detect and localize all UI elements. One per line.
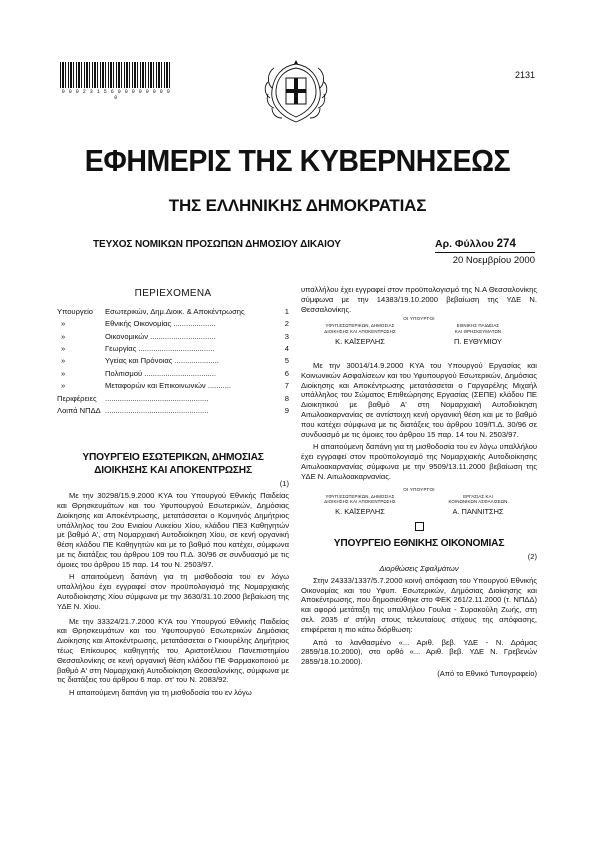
toc-ministry: »: [61, 368, 66, 378]
toc-title: ΠΕΡΙΕΧΟΜΕΝΑ: [134, 288, 212, 299]
correction-subheading: Διορθώσεις Σφαλμάτων: [379, 563, 459, 573]
section-separator-square: [415, 522, 424, 531]
toc-page: 5: [284, 356, 289, 366]
signatory-role: ΔΙΟΙΚΗΣΗΣ ΚΑΙ ΑΠΟΚΕΝΤΡΩΣΗΣ: [324, 328, 396, 334]
toc-section: Πολιτισμού ..................................: [105, 368, 217, 378]
toc-ministry: »: [61, 343, 66, 353]
sheet-label-text: Αρ. Φύλλου: [435, 238, 494, 250]
toc-page: 8: [284, 393, 289, 403]
signatory: [301, 494, 419, 518]
toc-section: .................................................: [105, 405, 209, 415]
toc-section: .................................................: [105, 393, 209, 403]
toc-page: 9: [284, 405, 289, 415]
signatory-role: ΥΦΥΠ.ΕΣΩΤΕΡΙΚΩΝ, ΔΗΜΟΣΙΑΣ: [325, 323, 395, 329]
signatory-role: ΕΘΝΙΚΗΣ ΠΑΙΔΕΙΑΣ: [456, 323, 500, 329]
toc-section: Εθνικής Οικονομίας ....................: [105, 319, 216, 329]
toc-page: 7: [284, 381, 289, 391]
toc-ministry: »: [61, 319, 66, 329]
decision-paragraph: Με την 33324/21.7.2000 ΚΥΑ του Υπουργού Εθνικής Παιδείας και Θρησκευμάτων και του Υφυπουργού Εσωτερικών Δημόσιας Διοίκησης και Αποκέντρωσης, μετατάσσεται ο Γκιουρέλης Δημήτριος τέως Επίκουρος καθηγητής του Αριστοτέλειου Πανεπιστημίου Θεσσαλονίκης σε κενή οργανική θέση κλάδου ΠΕ Φαρμακοποιού με βαθμό Α' στη Νομαρχιακή Αυτοδιοίκηση Θεσσαλονίκης, σύμφωνα με τις διατάξεις του άρθρου 6 παρ. στ' του Ν. 2083/92.: [57, 616, 289, 685]
toc-section: Μεταφορών και Επικοινωνιών ...........: [105, 381, 232, 391]
header-rule: [435, 252, 535, 253]
issue-type: ΤΕΥΧΟΣ ΝΟΜΙΚΩΝ ΠΡΟΣΩΠΩΝ ΔΗΜΟΣΙΟΥ ΔΙΚΑΙΟΥ: [93, 239, 341, 250]
signatory-role: ΔΙΟΙΚΗΣΗΣ ΚΑΙ ΑΠΟΚΕΝΤΡΩΣΗΣ: [324, 498, 396, 504]
toc-list: [57, 307, 289, 419]
sheet-number: 274: [496, 238, 516, 250]
signatory: [419, 323, 537, 347]
correction-paragraph: Στην 24333/1337/5.7.2000 κοινή απόφαση του Υπουργού Εθνικής Οικονομίας και του Υφυπ. Εσωτερικών, Δημόσιας Διοίκησης και Αποκέντρωσης, που δημοσιεύθηκε στο ΦΕΚ 261/2.11.2000 (τ. ΝΠΔΔ) και αφορά μετάταξη της υπαλλήλου Γουλια - Συρακούλη Ζωής, στη σελ. 2035 α' στήλη στους τελευταίους στίχους της απόφασης, επιφέρεται η πιο κάτω διόρθωση:: [301, 575, 537, 634]
signatory-name: Κ. ΚΑΪΣΕΡΛΗΣ: [335, 507, 385, 517]
decision-paragraph: Με την 30014/14.9.2000 ΚΥΑ του Υπουργού Εργασίας και Κοινωνικών Ασφαλίσεων και του Υφυπουργού Εσωτερικών, Δημόσιας Διοίκησης και Αποκέντρωσης μετατάσσεται ο Γαργαρέλης Μιχαήλ υπάλληλος του Σώματος Επιθεώρησης Εργασίας (ΣΕΠΕ) κλάδου ΠΕ Διοικητικού με βαθμό Α' στη Νομαρχιακή Αυτοδιοίκηση Αιτωλοακαρνανίας σε αντίστοιχη κενή οργανική θέση και με το βαθμό που κατέχει σύμφωνα με τις διατάξεις του άρθρου 109/Π.Δ. 30/96 σε συνδυασμό με τις όμοιες του άρθρου 15 παρ. 14 του Ν. 2503/97.: [301, 361, 537, 439]
decision-paragraph: Η απαιτούμενη δαπάνη για τη μισθοδοσία του εν λόγω υπαλλήλου έχει εγγραφεί στον προϋπολογισμό της Νομαρχιακής Αυτοδιοίκησης Χίου σύμφωνα με την 3630/31.10.2000 βεβαίωση της ΥΔΕ Ν. Χίου.: [57, 572, 289, 611]
toc-section: Γεωργίας ....................................: [105, 343, 215, 353]
greek-coat-of-arms-emblem: [262, 58, 330, 128]
signatures: [301, 494, 537, 518]
toc-ministry: Περιφέρειες: [57, 393, 97, 403]
correction-paragraph: Από το λανθασμένο «... Αριθ. βεβ. ΥΔΕ - Ν. Δράμας 2859/18.10.2000), στο ορθό «... Αριθ. βεβ. ΥΔΕ Ν. Γρεβενών 2859/18.10.2000).: [301, 637, 537, 667]
toc-row: [57, 307, 289, 319]
signatures-heading: ΟΙ ΥΠΟΥΡΓΟΙ: [403, 486, 435, 492]
toc-row: [57, 369, 289, 381]
toc-page: 1: [284, 306, 289, 316]
ministry-heading: ΥΠΟΥΡΓΕΙΟ ΕΘΝΙΚΗΣ ΟΙΚΟΝΟΜΙΑΣ: [333, 538, 505, 550]
signatory: [301, 323, 419, 347]
gazette-title: ΕΦΗΜΕΡΙΣ ΤΗΣ ΚΥΒΕΡΝΗΣΕΩΣ: [84, 143, 511, 178]
left-column: [57, 285, 289, 698]
barcode-number: 0 0 0 2 3 1 5 6 0 0 0 0 0 0 0 0 0: [61, 89, 171, 101]
signatory-name: Π. ΕΥΘΥΜΙΟΥ: [454, 337, 502, 347]
toc-row: [57, 356, 289, 368]
sheet-number-label: [435, 238, 516, 250]
toc-page: 3: [284, 331, 289, 341]
decision-paragraph: Με την 30298/15.9.2000 ΚΥΑ του Υπουργού Εθνικής Παιδείας και Θρησκευμάτων και του Υφυπουργού Εσωτερικών, Δημόσιας Διοίκησης και Αποκέντρωσης, μετατάσσεται ο Κομνηνός Δημήτριος υπάλληλος του 2ου Ενιαίου Λυκείου Χίου, κλάδου ΠΕ3 Καθηγητών με βαθμό Α', στη Νομαρχιακή Αυτοδιοίκηση Χίου, σε κενή οργανική θέση κλάδου ΠΕ Καθηγητών και με το βαθμό που κατέχει, σύμφωνα με τις διατάξεις του άρθρου 109 του Π.Δ. 30/96 σε συνδυασμό με τις όμοιες του άρθρου 15 παρ. 14 του Ν. 2503/97.: [57, 491, 289, 569]
signatory-role: ΚΑΙ ΘΡΗΣΚΕΥΜΑΤΩΝ: [454, 328, 502, 334]
signatory-name: Κ. ΚΑΪΣΕΡΛΗΣ: [335, 337, 385, 347]
toc-section: Υγείας και Πρόνοιας .....................: [105, 356, 219, 366]
toc-row: [57, 381, 289, 393]
item-number: (2): [527, 552, 537, 562]
signatory: [419, 494, 537, 518]
toc-row: [57, 344, 289, 356]
ministry-heading-line2: ΔΙΟΙΚΗΣΗΣ ΚΑΙ ΑΠΟΚΕΝΤΡΩΣΗΣ: [94, 465, 252, 477]
toc-section: Οικονομικών ...............................: [105, 331, 216, 341]
toc-row: [57, 406, 289, 418]
signatures-heading: ΟΙ ΥΠΟΥΡΓΟΙ: [403, 316, 435, 322]
toc-page: 2: [284, 319, 289, 329]
toc-row: [57, 394, 289, 406]
toc-row: [57, 332, 289, 344]
barcode: [60, 62, 172, 88]
signatory-role: ΥΦΥΠ.ΕΣΩΤΕΡΙΚΩΝ, ΔΗΜΟΣΙΑΣ: [325, 493, 395, 499]
signatory-name: Α. ΠΑΝΝΙΤΣΗΣ: [452, 507, 504, 517]
signatures: [301, 323, 537, 347]
signatory-role: ΕΡΓΑΣΙΑΣ ΚΑΙ: [463, 493, 493, 499]
page-number: 2131: [514, 70, 535, 80]
gazette-subtitle: ΤΗΣ ΕΛΛΗΝΙΚΗΣ ΔΗΜΟΚΡΑΤΙΑΣ: [168, 196, 427, 215]
decision-paragraph: Η απαιτούμενη δαπάνη για τη μισθοδοσία του εν λόγω: [69, 688, 252, 698]
toc-page: 6: [284, 368, 289, 378]
toc-ministry: Υπουργείο: [57, 306, 93, 316]
toc-ministry: Λοιπά ΝΠΔΔ: [57, 405, 101, 415]
right-column: [301, 285, 537, 679]
toc-ministry: »: [61, 381, 66, 391]
decision-paragraph-continued: υπαλλήλου έχει εγγραφεί στον προϋπολογισμό της Ν.Α Θεσσαλονίκης σύμφωνα με την 14383/19.10.2000 βεβαίωση της ΥΔΕ Ν. Θεσσαλονίκης.: [301, 285, 537, 314]
toc-row: [57, 319, 289, 331]
issue-date: 20 Νοεμβρίου 2000: [452, 255, 535, 266]
toc-section: Εσωτερικών, Δημ.Διοικ. & Αποκέντρωσης: [105, 306, 245, 316]
item-number: (1): [279, 479, 289, 489]
toc-ministry: »: [61, 356, 66, 366]
toc-ministry: »: [61, 331, 66, 341]
source-note: (Από το Εθνικό Τυπογραφείο): [437, 668, 537, 678]
toc-page: 4: [284, 343, 289, 353]
decision-paragraph: Η απαιτούμενη δαπάνη για τη μισθοδοσία του εν λόγω υπαλλήλου έχει εγγραφεί στον προϋπολογισμό της Νομαρχιακής Αυτοδιοίκησης Αιτωλοακαρνανίας σύμφωνα με την 9509/13.11.2000 βεβαίωση της ΥΔΕ Ν. Αιτωλοακαρνανίας.: [301, 442, 537, 481]
ministry-heading: ΥΠΟΥΡΓΕΙΟ ΕΣΩΤΕΡΙΚΩΝ, ΔΗΜΟΣΙΑΣ: [82, 452, 264, 464]
signatory-role: ΚΟΙΝΩΝΙΚΩΝ ΑΣΦΑΛΙΣΕΩΝ: [448, 498, 508, 504]
